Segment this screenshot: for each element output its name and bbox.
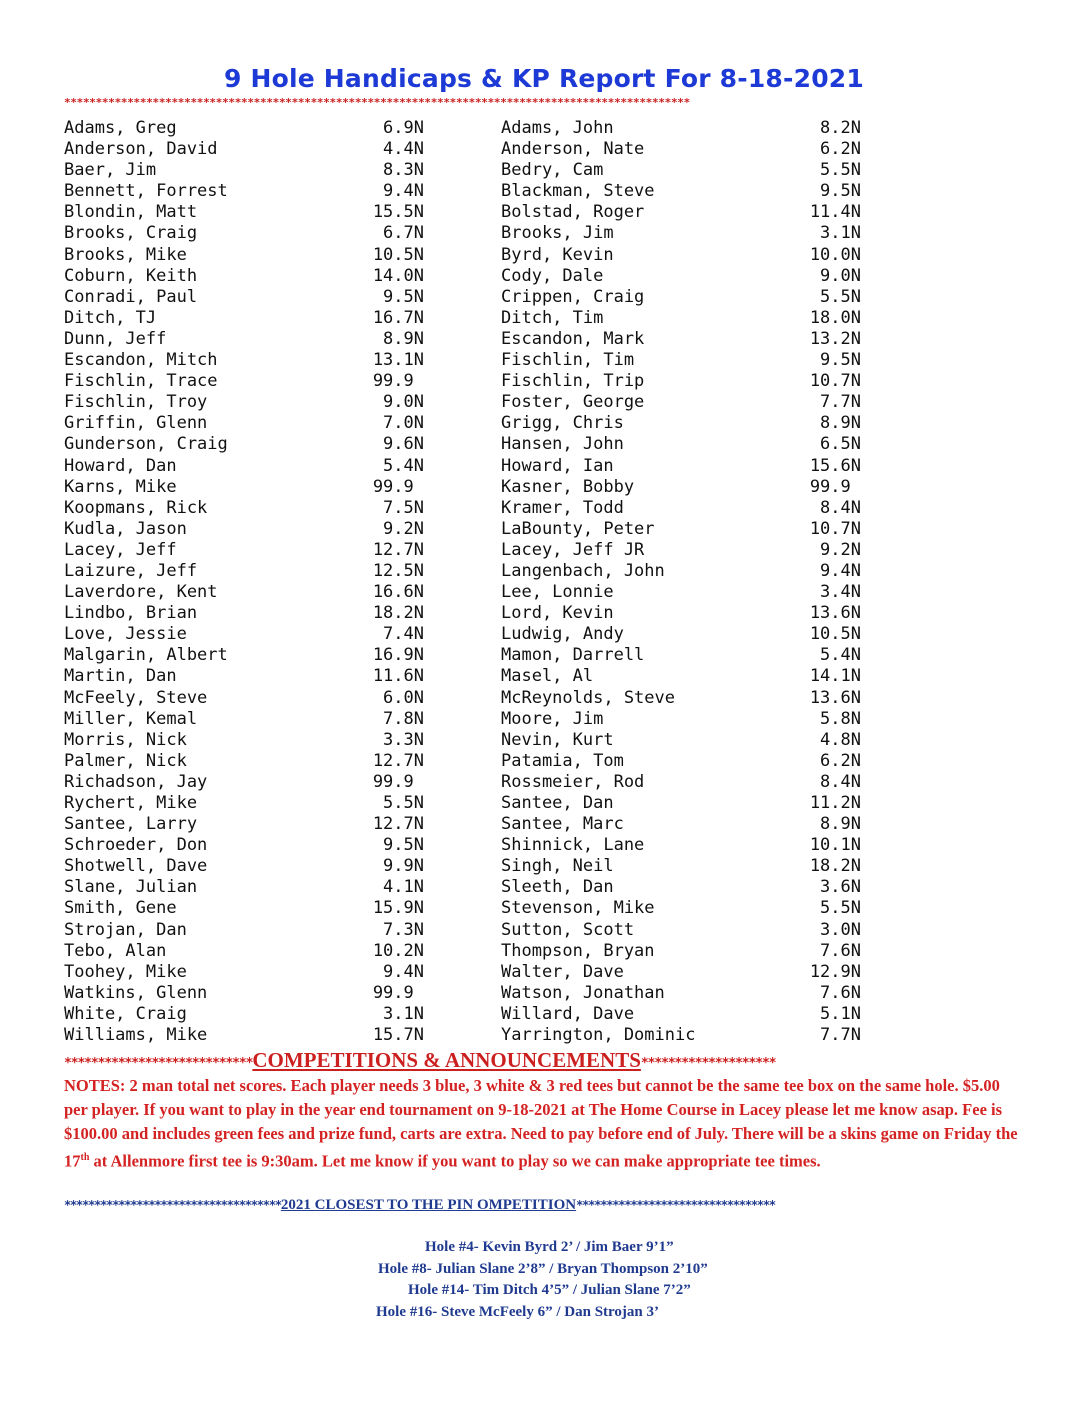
- roster-row: [64, 983, 884, 1004]
- player-handicap: 6.9N: [383, 118, 424, 138]
- player-name: Shotwell, Dave: [64, 856, 208, 877]
- roster-row: [64, 371, 884, 392]
- player-handicap: 4.1N: [383, 877, 424, 898]
- player-handicap: 3.1N: [383, 1003, 424, 1024]
- player-handicap: 12.7N: [372, 750, 424, 771]
- player-handicap: 10.7N: [809, 518, 861, 539]
- player-name: Kramer, Todd: [501, 497, 624, 518]
- player-handicap: 9.6N: [383, 434, 424, 455]
- competitions-title: COMPETITIONS & ANNOUNCEMENTS: [252, 1048, 641, 1072]
- player-handicap: 5.5N: [820, 898, 861, 919]
- player-handicap: 8.9N: [383, 328, 424, 349]
- player-handicap: 15.6N: [809, 455, 861, 476]
- player-name: McFeely, Steve: [64, 687, 208, 708]
- roster-row: [64, 223, 884, 244]
- roster-row: [64, 181, 884, 202]
- player-handicap: 7.3N: [383, 919, 424, 940]
- roster-row: [64, 245, 884, 266]
- player-handicap: 9.2N: [820, 539, 861, 560]
- player-handicap: 7.6N: [820, 940, 861, 961]
- player-handicap: 99.9: [372, 371, 424, 392]
- player-name: Gunderson, Craig: [64, 434, 228, 455]
- notes-text-continued: at Allenmore first tee is 9:30am. Let me know if you want to play so we can make appropriate tee times.: [89, 1151, 821, 1171]
- player-handicap: 7.8N: [383, 708, 424, 729]
- top-divider-stars: ***************************************************************************************************: [64, 96, 690, 109]
- player-handicap: 13.2N: [809, 328, 861, 349]
- player-handicap: 6.2N: [820, 139, 861, 160]
- player-handicap: 3.0N: [820, 919, 861, 940]
- player-name: Martin, Dan: [64, 666, 177, 687]
- player-handicap: 15.9N: [372, 898, 424, 919]
- player-name: Fischlin, Tim: [501, 350, 635, 371]
- roster-row: [64, 139, 884, 160]
- player-handicap: 9.2N: [383, 518, 424, 539]
- roster-row: [64, 329, 884, 350]
- roster-row: [64, 603, 884, 624]
- player-handicap: 13.6N: [809, 603, 861, 624]
- player-handicap: 13.6N: [809, 687, 861, 708]
- player-handicap: 6.2N: [820, 750, 861, 771]
- player-handicap: 12.7N: [372, 814, 424, 835]
- player-name: Brooks, Craig: [64, 223, 198, 244]
- player-name: Malgarin, Albert: [64, 645, 228, 666]
- player-name: Escandon, Mark: [501, 328, 645, 349]
- player-name: Yarrington, Dominic: [501, 1025, 696, 1046]
- roster-row: [64, 308, 884, 329]
- player-name: Bennett, Forrest: [64, 181, 228, 202]
- player-name: Conradi, Paul: [64, 286, 198, 307]
- divider-stars-left: ************************************: [64, 1198, 281, 1212]
- hole-result: Hole #14- Tim Ditch 4’5” / Julian Slane 7’2”: [408, 1282, 691, 1298]
- player-handicap: 9.4N: [383, 181, 424, 202]
- roster-row: [64, 202, 884, 223]
- player-name: Fischlin, Trip: [501, 371, 645, 392]
- player-handicap: 3.4N: [820, 582, 861, 603]
- player-name: Thompson, Bryan: [501, 940, 655, 961]
- player-handicap: 11.2N: [809, 793, 861, 813]
- player-handicap: 18.2N: [809, 856, 861, 877]
- player-handicap: 12.7N: [372, 539, 424, 560]
- player-handicap: 3.6N: [820, 877, 861, 898]
- player-handicap: 9.4N: [383, 961, 424, 982]
- player-name: Adams, Greg: [64, 118, 177, 138]
- player-name: Stevenson, Mike: [501, 898, 655, 919]
- player-handicap: 9.0N: [383, 392, 424, 413]
- player-name: Schroeder, Don: [64, 835, 208, 856]
- roster-row: [64, 350, 884, 371]
- player-handicap: 6.0N: [383, 687, 424, 708]
- player-name: Dunn, Jeff: [64, 328, 167, 349]
- notes-text: NOTES: 2 man total net scores. Each player needs 3 blue, 3 white & 3 red tees but cannot be the same tee box on the same hole. $5.00 per player. If you want to play in the year end tournament on 9-18-2021 at The Home Course in Lacey please let me know asap. Fee is $100.00 and includes green fees and prize fund, carts are extra. Need to pay before end of July. There will be a skins game on Friday the 17: [64, 1076, 1018, 1171]
- player-handicap: 5.4N: [383, 455, 424, 476]
- roster-row: [64, 666, 884, 687]
- player-handicap: 10.1N: [809, 835, 861, 856]
- player-name: Sleeth, Dan: [501, 877, 614, 898]
- player-handicap: 10.5N: [809, 624, 861, 645]
- player-handicap: 8.9N: [820, 413, 861, 434]
- closest-to-pin-title: 2021 CLOSEST TO THE PIN OMPETITION: [280, 1197, 577, 1213]
- roster-row: [64, 772, 884, 793]
- player-handicap: 7.5N: [383, 497, 424, 518]
- player-handicap: 7.0N: [383, 413, 424, 434]
- player-name: Ditch, Tim: [501, 307, 604, 328]
- player-name: Miller, Kemal: [64, 708, 198, 729]
- roster-row: [64, 730, 884, 751]
- player-name: Escandon, Mitch: [64, 350, 218, 371]
- player-name: McReynolds, Steve: [501, 687, 675, 708]
- player-name: Palmer, Nick: [64, 750, 187, 771]
- player-name: Sutton, Scott: [501, 919, 635, 940]
- player-handicap: 16.9N: [372, 645, 424, 666]
- roster-row: [64, 160, 884, 181]
- player-handicap: 99.9: [809, 476, 861, 497]
- player-name: Lord, Kevin: [501, 603, 614, 624]
- player-name: Foster, George: [501, 392, 645, 413]
- player-name: Fischlin, Trace: [64, 371, 218, 392]
- player-name: Anderson, David: [64, 139, 218, 160]
- player-name: Karns, Mike: [64, 476, 177, 497]
- player-name: Lacey, Jeff: [64, 539, 177, 560]
- divider-stars-right: ********************: [640, 1056, 776, 1071]
- player-name: Santee, Dan: [501, 793, 614, 813]
- player-handicap: 11.6N: [372, 666, 424, 687]
- roster-row: [64, 266, 884, 287]
- player-name: Santee, Marc: [501, 814, 624, 835]
- player-name: Laizure, Jeff: [64, 560, 198, 581]
- player-name: Laverdore, Kent: [64, 582, 218, 603]
- player-handicap: 13.1N: [372, 350, 424, 371]
- player-handicap: 18.0N: [809, 307, 861, 328]
- player-name: Hansen, John: [501, 434, 624, 455]
- player-name: Brooks, Mike: [64, 244, 187, 265]
- announcement-notes: [64, 1074, 1024, 1174]
- player-handicap: 6.7N: [383, 223, 424, 244]
- player-name: Rychert, Mike: [64, 793, 198, 813]
- player-name: Blondin, Matt: [64, 202, 198, 223]
- player-name: LaBounty, Peter: [501, 518, 655, 539]
- player-handicap: 10.0N: [809, 244, 861, 265]
- player-name: Patamia, Tom: [501, 750, 624, 771]
- player-name: Mamon, Darrell: [501, 645, 645, 666]
- roster-row: [64, 941, 884, 962]
- roster-row: [64, 498, 884, 519]
- roster-row: [64, 793, 884, 814]
- player-name: Baer, Jim: [64, 160, 157, 181]
- player-handicap: 8.4N: [820, 771, 861, 792]
- roster-row: [64, 118, 884, 139]
- player-handicap: 5.4N: [820, 645, 861, 666]
- report-title: 9 Hole Handicaps & KP Report For 8-18-2021: [223, 64, 864, 93]
- player-name: Blackman, Steve: [501, 181, 655, 202]
- player-name: Shinnick, Lane: [501, 835, 645, 856]
- player-name: Strojan, Dan: [64, 919, 187, 940]
- roster-row: [64, 413, 884, 434]
- player-handicap: 3.3N: [383, 729, 424, 750]
- player-name: White, Craig: [64, 1003, 187, 1024]
- player-handicap: 9.4N: [820, 560, 861, 581]
- player-name: Richadson, Jay: [64, 771, 208, 792]
- player-handicap: 99.9: [372, 476, 424, 497]
- roster-row: [64, 709, 884, 730]
- player-name: Moore, Jim: [501, 708, 604, 729]
- closest-to-pin-header: [64, 1196, 1024, 1218]
- player-name: Fischlin, Troy: [64, 392, 208, 413]
- player-name: Santee, Larry: [64, 814, 198, 835]
- player-name: Howard, Ian: [501, 455, 614, 476]
- player-handicap: 4.4N: [383, 139, 424, 160]
- player-handicap: 9.5N: [820, 350, 861, 371]
- player-name: Bedry, Cam: [501, 160, 604, 181]
- player-name: Lee, Lonnie: [501, 582, 614, 603]
- player-name: Toohey, Mike: [64, 961, 187, 982]
- player-handicap: 15.7N: [372, 1025, 424, 1046]
- roster-row: [64, 898, 884, 919]
- player-name: Byrd, Kevin: [501, 244, 614, 265]
- player-name: Williams, Mike: [64, 1025, 208, 1046]
- player-name: Ludwig, Andy: [501, 624, 624, 645]
- player-name: Coburn, Keith: [64, 265, 198, 286]
- player-handicap: 99.9: [372, 982, 424, 1003]
- player-name: Adams, John: [501, 118, 614, 138]
- player-handicap: 12.9N: [809, 961, 861, 982]
- player-name: Smith, Gene: [64, 898, 177, 919]
- roster-row: [64, 582, 884, 603]
- player-name: Kudla, Jason: [64, 518, 187, 539]
- roster-row: [64, 645, 884, 666]
- player-handicap: 10.2N: [372, 940, 424, 961]
- player-name: Koopmans, Rick: [64, 497, 208, 518]
- roster-row: [64, 877, 884, 898]
- roster-row: [64, 814, 884, 835]
- roster-row: [64, 540, 884, 561]
- roster-row: [64, 688, 884, 709]
- player-name: Langenbach, John: [501, 560, 665, 581]
- player-name: Brooks, Jim: [501, 223, 614, 244]
- player-name: Lindbo, Brian: [64, 603, 198, 624]
- player-handicap: 99.9: [372, 771, 424, 792]
- player-handicap: 9.5N: [820, 181, 861, 202]
- roster-row: [64, 962, 884, 983]
- player-handicap: 5.5N: [820, 286, 861, 307]
- player-handicap: 3.1N: [820, 223, 861, 244]
- player-handicap: 9.9N: [383, 856, 424, 877]
- player-handicap: 10.5N: [372, 244, 424, 265]
- player-handicap: 7.7N: [820, 1025, 861, 1046]
- player-name: Crippen, Craig: [501, 286, 645, 307]
- roster-row: [64, 434, 884, 455]
- player-handicap: 9.5N: [383, 835, 424, 856]
- divider-stars-left: ****************************: [64, 1056, 253, 1071]
- roster-row: [64, 287, 884, 308]
- player-handicap: 16.7N: [372, 307, 424, 328]
- roster-row: [64, 392, 884, 413]
- player-handicap: 11.4N: [809, 202, 861, 223]
- player-handicap: 4.8N: [820, 729, 861, 750]
- player-name: Watson, Jonathan: [501, 982, 665, 1003]
- player-name: Watkins, Glenn: [64, 982, 208, 1003]
- roster-row: [64, 856, 884, 877]
- player-name: Lacey, Jeff JR: [501, 539, 645, 560]
- player-name: Masel, Al: [501, 666, 594, 687]
- player-handicap: 9.0N: [820, 265, 861, 286]
- player-handicap: 12.5N: [372, 560, 424, 581]
- hole-result: Hole #8- Julian Slane 2’8” / Bryan Thompson 2’10”: [378, 1260, 708, 1277]
- player-name: Nevin, Kurt: [501, 729, 614, 750]
- handicap-roster: [64, 118, 884, 1046]
- competitions-header: [64, 1048, 964, 1076]
- roster-row: [64, 751, 884, 772]
- player-name: Grigg, Chris: [501, 413, 624, 434]
- player-handicap: 14.1N: [809, 666, 861, 687]
- roster-row: [64, 1004, 884, 1025]
- divider-stars-right: *********************************: [576, 1198, 775, 1212]
- player-name: Love, Jessie: [64, 624, 187, 645]
- player-name: Griffin, Glenn: [64, 413, 208, 434]
- roster-row: [64, 624, 884, 645]
- player-handicap: 9.5N: [383, 286, 424, 307]
- player-handicap: 7.6N: [820, 982, 861, 1003]
- hole-result: Hole #16- Steve McFeely 6” / Dan Strojan 3’: [376, 1303, 660, 1320]
- player-handicap: 16.6N: [372, 582, 424, 603]
- roster-row: [64, 561, 884, 582]
- player-handicap: 14.0N: [372, 265, 424, 286]
- player-handicap: 5.5N: [820, 160, 861, 181]
- player-handicap: 15.5N: [372, 202, 424, 223]
- player-name: Bolstad, Roger: [501, 202, 645, 223]
- player-handicap: 18.2N: [372, 603, 424, 624]
- roster-row: [64, 835, 884, 856]
- player-name: Tebo, Alan: [64, 940, 167, 961]
- player-name: Ditch, TJ: [64, 307, 157, 328]
- player-handicap: 8.9N: [820, 814, 861, 835]
- roster-row: [64, 456, 884, 477]
- player-name: Walter, Dave: [501, 961, 624, 982]
- player-name: Kasner, Bobby: [501, 476, 635, 497]
- player-handicap: 7.4N: [383, 624, 424, 645]
- player-name: Rossmeier, Rod: [501, 771, 645, 792]
- player-handicap: 5.5N: [383, 793, 424, 813]
- hole-result: Hole #4- Kevin Byrd 2’ / Jim Baer 9’1”: [425, 1239, 674, 1255]
- player-name: Singh, Neil: [501, 856, 614, 877]
- player-handicap: 6.5N: [820, 434, 861, 455]
- player-name: Cody, Dale: [501, 265, 604, 286]
- player-handicap: 5.1N: [820, 1003, 861, 1024]
- player-handicap: 5.8N: [820, 708, 861, 729]
- roster-row: [64, 477, 884, 498]
- player-handicap: 8.2N: [820, 118, 861, 138]
- player-handicap: 8.3N: [383, 160, 424, 181]
- player-handicap: 7.7N: [820, 392, 861, 413]
- notes-superscript: th: [80, 1152, 90, 1163]
- roster-row: [64, 1025, 884, 1046]
- roster-row: [64, 920, 884, 941]
- player-name: Howard, Dan: [64, 455, 177, 476]
- player-handicap: 8.4N: [820, 497, 861, 518]
- player-name: Anderson, Nate: [501, 139, 645, 160]
- player-name: Willard, Dave: [501, 1003, 635, 1024]
- player-name: Morris, Nick: [64, 729, 187, 750]
- player-name: Slane, Julian: [64, 877, 198, 898]
- roster-row: [64, 519, 884, 540]
- player-handicap: 10.7N: [809, 371, 861, 392]
